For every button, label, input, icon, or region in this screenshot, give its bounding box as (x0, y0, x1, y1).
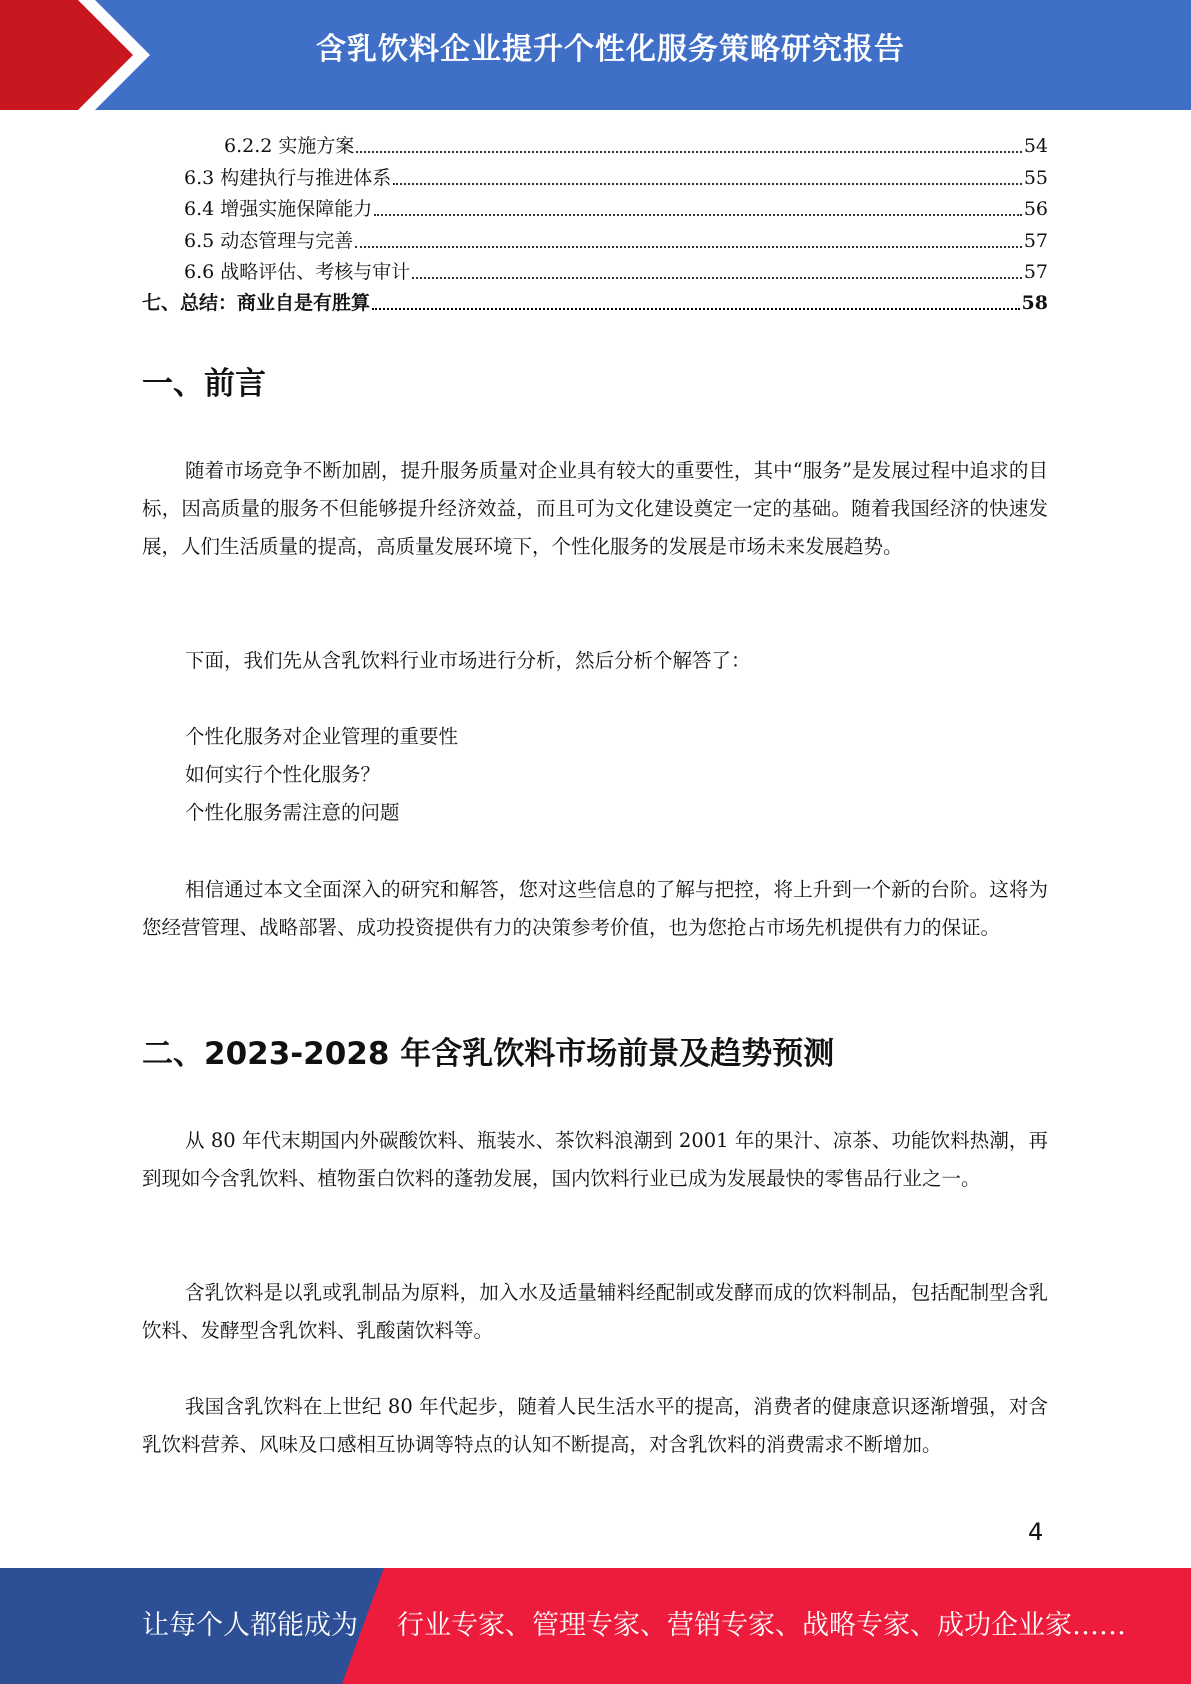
toc-entry-page: 55 (1023, 166, 1048, 189)
paragraph: 相信通过本文全面深入的研究和解答，您对这些信息的了解与把控，将上升到一个新的台阶。这将为您经营管理、战略部署、成功投资提供有力的决策参考价值，也为您抢占市场先机提供有力的保证。 (142, 878, 1048, 939)
toc-entry-label: 6.2.2 实施方案 (224, 135, 355, 158)
list-item: 个性化服务需注意的问题 (185, 801, 400, 824)
toc-leader-dots (372, 308, 1020, 310)
page-number: 4 (1028, 1518, 1044, 1546)
footer-slogan-left: 让每个人都能成为 (142, 1610, 358, 1641)
paragraph: 随着市场竞争不断加剧，提升服务质量对企业具有较大的重要性，其中“服务”是发展过程中追求的目标，因高质量的服务不但能够提升经济效益，而且可为文化建设奠定一定的基础。随着我国经济的快速发展，人们生活质量的提高，高质量发展环境下，个性化服务的发展是市场未来发展趋势。 (142, 459, 1048, 558)
page-header (0, 0, 1191, 110)
header-title: 含乳饮料企业提升个性化服务策略研究报告 (316, 32, 905, 67)
toc-entry-label: 6.4 增强实施保障能力 (184, 198, 373, 221)
toc-leader-dots (393, 183, 1022, 185)
toc-entry-page: 57 (1023, 229, 1048, 252)
toc-entry-chapter-7[interactable] (142, 285, 1048, 316)
paragraph: 我国含乳饮料在上世纪 80 年代起步，随着人民生活水平的提高，消费者的健康意识逐渐增强，对含乳饮料营养、风味及口感相互协调等特点的认知不断提高，对含乳饮料的消费需求不断增加。 (142, 1395, 1048, 1456)
toc-entry-6-4[interactable] (142, 191, 1048, 222)
toc-entry-label: 七、总结：商业自是有胜算 (142, 292, 371, 315)
toc-leader-dots (412, 277, 1022, 279)
section-heading-market-outlook: 二、2023-2028 年含乳饮料市场前景及趋势预测 (142, 1036, 835, 1072)
list-item: 如何实行个性化服务？ (185, 763, 381, 786)
paragraph: 含乳饮料是以乳或乳制品为原料，加入水及适量辅料经配制或发酵而成的饮料制品，包括配制型含乳饮料、发酵型含乳饮料、乳酸菌饮料等。 (142, 1281, 1048, 1342)
toc-entry-6-6[interactable] (142, 254, 1048, 285)
paragraph: 从 80 年代末期国内外碳酸饮料、瓶装水、茶饮料浪潮到 2001 年的果汁、凉茶、功能饮料热潮，再到现如今含乳饮料、植物蛋白饮料的蓬勃发展，国内饮料行业已成为发展最快的零售品行业之一。 (142, 1129, 1048, 1190)
toc-leader-dots (355, 246, 1022, 248)
page-footer (0, 1568, 1191, 1684)
list-item: 个性化服务对企业管理的重要性 (185, 725, 459, 748)
toc-leader-dots (374, 214, 1022, 216)
toc-entry-label: 6.5 动态管理与完善 (184, 229, 354, 252)
toc-entry-label: 6.3 构建执行与推进体系 (184, 166, 392, 189)
toc-entry-label: 6.6 战略评估、考核与审计 (184, 260, 411, 283)
toc-entry-page: 57 (1023, 260, 1048, 283)
footer-slogan-right: 行业专家、管理专家、营销专家、战略专家、成功企业家…… (397, 1610, 1126, 1641)
toc-entry-6-5[interactable] (142, 222, 1048, 253)
toc-entry-page: 54 (1023, 135, 1048, 158)
paragraph: 下面，我们先从含乳饮料行业市场进行分析，然后分析个解答了： (185, 649, 751, 672)
section-heading-preface: 一、前言 (142, 366, 266, 402)
toc-entry-6-3[interactable] (142, 159, 1048, 190)
toc-leader-dots (356, 151, 1021, 153)
toc-entry-6-2-2[interactable] (142, 128, 1048, 159)
toc-entry-page: 56 (1023, 198, 1048, 221)
toc-entry-page: 58 (1021, 292, 1048, 315)
table-of-contents (142, 128, 1048, 316)
